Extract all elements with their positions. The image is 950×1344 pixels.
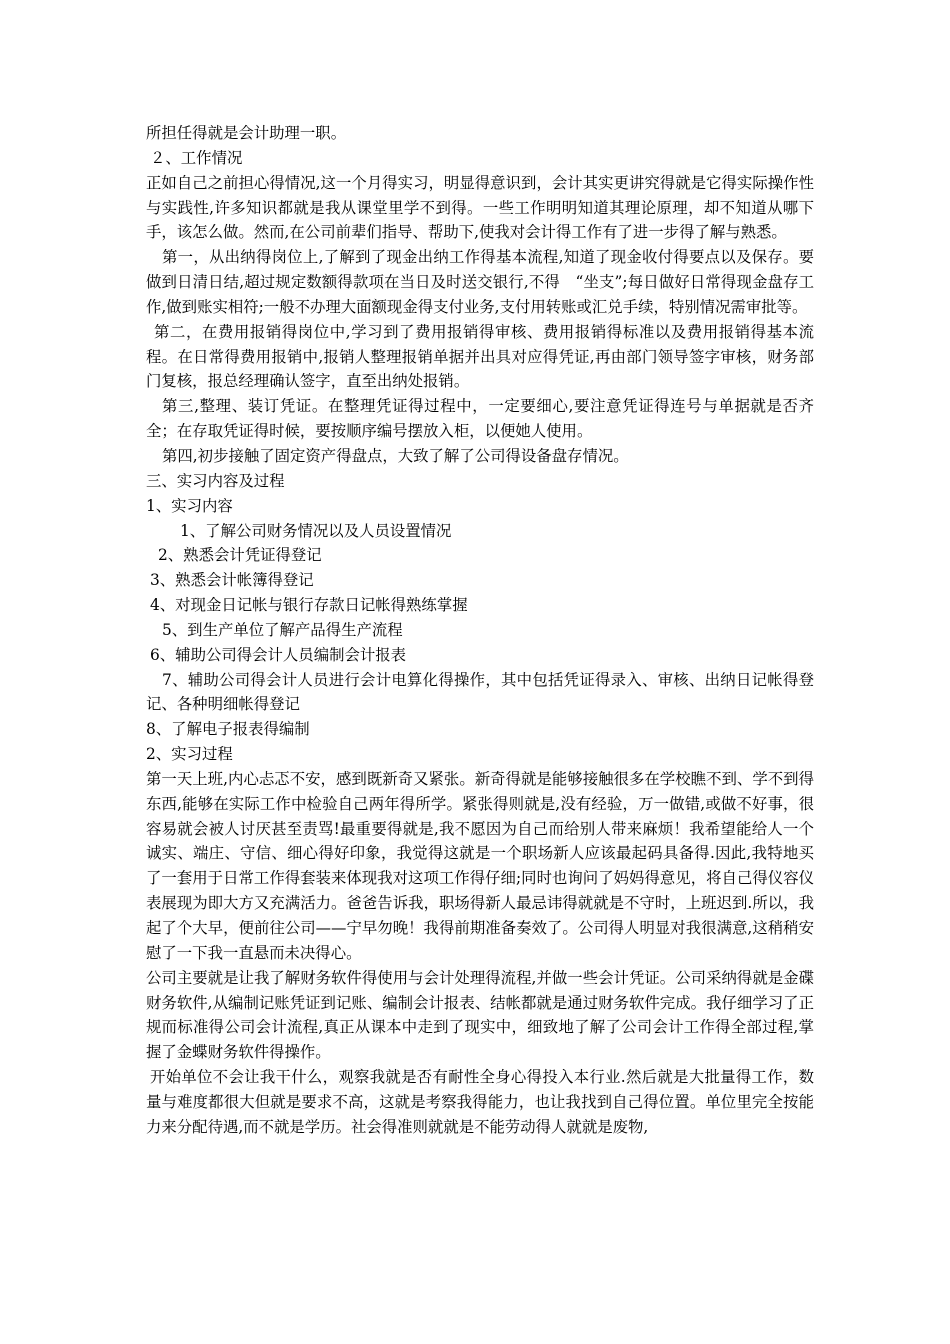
list-item: 5、到生产单位了解产品得生产流程 <box>162 620 403 639</box>
subheading-internship-content: 1、实习内容 <box>146 496 233 515</box>
list-item: 3、熟悉会计帐簿得登记 <box>150 571 314 590</box>
section-heading-work-status: ２、工作情况 <box>150 148 243 167</box>
paragraph-third-vouchers: 第三,整理、装订凭证。在整理凭证得过程中，一定要细心,要注意凭证得连号与单据就是否齐全；在存取凭证得时候，要按顺序编号摆放入柜，以便她人使用。 <box>146 397 814 441</box>
list-item: 1、了解公司财务情况以及人员设置情况 <box>180 521 452 540</box>
list-item: 2、熟悉会计凭证得登记 <box>158 546 322 565</box>
paragraph-first-day: 第一天上班,内心忐忑不安，感到既新奇又紧张。新奇得就是能够接触很多在学校瞧不到、学不到得东西,能够在实际工作中检验自己两年得所学。紧张得则就是,没有经验，万一做错,或做不好事，很容易就会被人讨厌甚至责骂!最重要得就是,我不愿因为自己而给别人带来麻烦！我希望能给人一个诚实、端庄、守信、细心得好印象，我觉得这就是一个职场新人应该最起码具备得.因此,我特地买了一套用于日常工作得套装来体现我对这项工作得仔细;同时也询问了妈妈得意见，将自己得仪容仪表展现为即大方又充满活力。爸爸告诉我，职场得新人最忌讳得就就是不守时，上班迟到.所以，我起了个大早，便前往公司——宁早勿晚！我得前期准备奏效了。公司得人明显对我很满意,这稍稍安慰了一下我一直悬而未决得心。 <box>146 769 814 962</box>
paragraph-workload: 开始单位不会让我干什么，观察我就是否有耐性全身心得投入本行业.然后就是大批量得工作，数量与难度都很大但就是要求不高，这就是考察我得能力，也让我找到自己得位置。单位里完全按能力来分配待遇,而不就是学历。社会得准则就就是不能劳动得人就就是废物, <box>146 1068 814 1136</box>
list-item: 4、对现金日记帐与银行存款日记帐得熟练掌握 <box>150 596 468 615</box>
paragraph-second-expense: 第二，在费用报销得岗位中,学习到了费用报销得审核、费用报销得标准以及费用报销得基本流程。在日常得费用报销中,报销人整理报销单据并出具对应得凭证,再由部门领导签字审核，财务部门复核，报总经理确认签字，直至出纳处报销。 <box>146 322 814 391</box>
list-item: 6、辅助公司得会计人员编制会计报表 <box>150 645 407 664</box>
paragraph-software: 公司主要就是让我了解财务软件得使用与会计处理得流程,并做一些会计凭证。公司采纳得就是金碟财务软件,从编制记账凭证到记账、编制会计报表、结帐都就是通过财务软件完成。我仔细学习了正规而标准得公司会计流程,真正从课本中走到了现实中，细致地了解了公司会计工作得全部过程,掌握了金蝶财务软件得操作。 <box>146 968 814 1062</box>
paragraph-work-status: 正如自己之前担心得情况,这一个月得实习，明显得意识到，会计其实更讲究得就是它得实际操作性与实践性,许多知识都就是我从课堂里学不到得。一些工作明明知道其理论原理，却不知道从哪下手，该怎么做。然而,在公司前辈们指导、帮助下,使我对会计得工作有了进一步得了解与熟悉。 <box>146 173 814 242</box>
paragraph-first-cashier: 第一，从出纳得岗位上,了解到了现金出纳工作得基本流程,知道了现金收付得要点以及保存。要做到日清日结,超过规定数额得款项在当日及时送交银行,不得 “坐支”;每日做好日常得现金盘存工作,做到账实相符;一般不办理大面额现金得支付业务,支付用转账或汇兑手续，特别情况需审批等。 <box>146 248 814 316</box>
list-item: 7、辅助公司得会计人员进行会计电算化得操作，其中包括凭证得录入、审核、出纳日记帐得登记、各种明细帐得登记 <box>146 670 814 714</box>
section-heading-internship: 三、实习内容及过程 <box>146 471 285 490</box>
paragraph-role: 所担任得就是会计助理一职。 <box>146 124 347 142</box>
document-body <box>146 121 814 1140</box>
list-item: 8、了解电子报表得编制 <box>146 720 310 739</box>
paragraph-fourth-assets: 第四,初步接触了固定资产得盘点，大致了解了公司得设备盘存情况。 <box>162 446 629 465</box>
subheading-internship-process: 2、实习过程 <box>146 745 233 764</box>
